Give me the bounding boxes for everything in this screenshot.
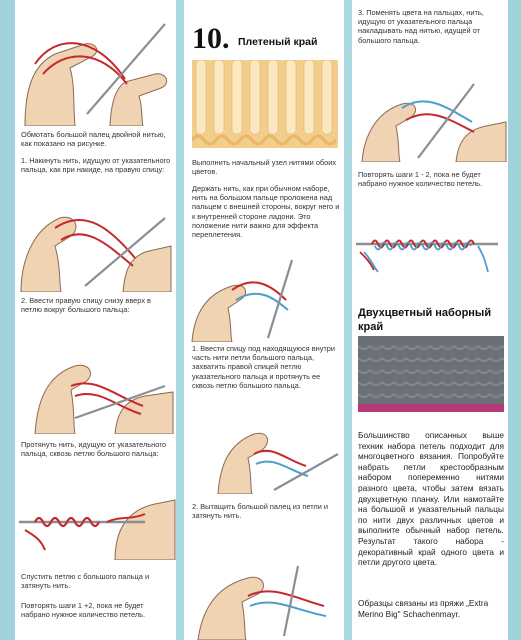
- col1-step2-text: 2. Ввести правую спицу снизу вверх в петлю вокруг большого пальца:: [21, 296, 151, 315]
- illustration-braided-cast-on: [352, 222, 508, 276]
- col1-intro-text: Обмотать большой палец двойной нитью, как показано на рисунке.: [21, 130, 166, 149]
- illustration-two-color-knit-sample: [358, 336, 504, 422]
- illustration-swap-colors: [352, 62, 508, 162]
- col1-step5-text: Повторять шаги 1 +2, пока не будет набрано нужное количество петель.: [21, 601, 146, 620]
- col1-step4-text: Спустить петлю с большого пальца и затянуть нить.: [21, 572, 150, 591]
- col2-text4: 2. Вытащить большой палец из петли и затянуть нить.: [192, 502, 329, 521]
- col3-footer: Образцы связаны из пряжи „Extra Merino Big" Schachenmayr.: [358, 598, 489, 619]
- illustration-ribbed-knit-sample: [192, 60, 338, 148]
- section-number: 10.: [192, 22, 230, 55]
- col3-text2: Повторять шаги 1 - 2, пока не будет набрано нужное количество петель.: [358, 170, 483, 189]
- illustration-needle-yarn-over: [15, 188, 176, 292]
- column-3: [352, 0, 508, 640]
- col1-step1-text: 1. Накинуть нить, идущую от указательного пальца, как при накиде, на правую спицу:: [21, 156, 171, 175]
- illustration-thumb-loop-two-color: [188, 404, 344, 494]
- section-subtitle: Двухцветный наборный край: [358, 307, 492, 333]
- column-2: [184, 0, 344, 640]
- illustration-needle-into-loop: [15, 326, 176, 434]
- illustration-two-color-hold: [188, 250, 344, 342]
- illustration-hand-release: [188, 526, 344, 640]
- hand-wrapping-thread-icon: [15, 4, 176, 126]
- col3-paragraph: Большинство описанных выше техник набора петель подходит для многоцветного вязания. Попробуйте набрать петли крестообразным набором попеременно нитями разного цвета, чтобы затем вязать двухцветную планку. Или намотайте на большой и указательный пальцы по нити двух различных цветов и выполните обычный набор петель. Результат такого набора - декоративный край одного цвета и петли другого цвета.: [358, 430, 504, 568]
- col2-text1: Выполнить начальный узел нитями обоих цветов.: [192, 158, 337, 177]
- background-gutter-left: [0, 0, 15, 640]
- col2-text2: Держать нить, как при обычном наборе, нить на большом пальце проложена над пальцем с внешней стороны, вокруг него и к внутренней стороне ладони. Это положение нити важно для эффекта переплетения.: [192, 184, 340, 240]
- illustration-cast-on-row: [15, 470, 176, 560]
- column-1: [15, 0, 176, 640]
- col2-text3: 1. Ввести спицу под находящуюся внутри часть нити петли большого пальца, захватить правой спицей петлю указательного пальца и протянуть ее сквозь петлю большого пальца.: [192, 344, 336, 390]
- background-gutter-right: [507, 0, 521, 640]
- col3-text1: 3. Поменять цвета на пальцах, нить, идущую от указательного пальца накладывать над нитью, идущей от большого пальца.: [358, 8, 484, 45]
- illustration-thumb-wrap: [15, 4, 176, 126]
- section-title: Плетеный край: [238, 36, 318, 48]
- col1-step3-text: Протянуть нить, идущую от указательного пальца, сквозь петлю большого пальца:: [21, 440, 166, 459]
